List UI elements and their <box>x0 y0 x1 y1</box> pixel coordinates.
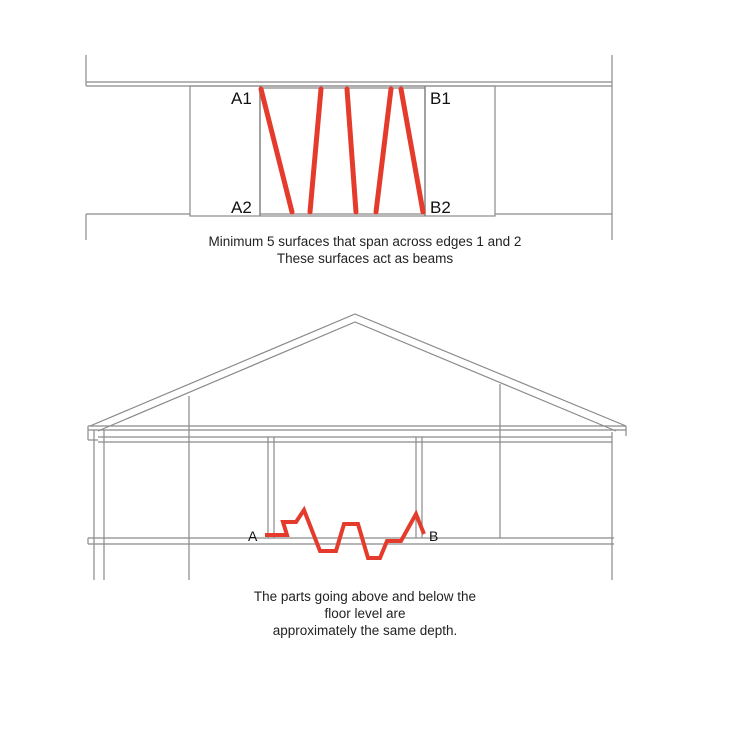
bottom-caption <box>0 588 730 639</box>
floor-level <box>88 538 614 544</box>
label-a2: A2 <box>231 198 252 217</box>
walls-and-posts <box>94 384 612 580</box>
label-a1: A1 <box>231 89 252 108</box>
roof-outline <box>88 314 626 440</box>
top-caption-line-2: These surfaces act as beams <box>276 251 454 266</box>
beam-surfaces <box>261 89 423 212</box>
top-caption <box>0 233 730 267</box>
label-b1: B1 <box>430 89 451 108</box>
zigzag-beam-path <box>265 510 424 558</box>
bottom-caption-line-1: The parts going above and below the <box>253 589 477 604</box>
bottom-caption-line-3: approximately the same depth. <box>272 623 458 638</box>
top-diagram <box>86 55 612 240</box>
beam-surface-2 <box>310 89 321 212</box>
bottom-diagram <box>88 314 626 580</box>
label-b: B <box>429 528 439 544</box>
top-caption-line-1: Minimum 5 surfaces that span across edges 1 and 2 <box>208 234 522 249</box>
beam-surface-1 <box>261 89 292 212</box>
label-a: A <box>248 528 258 544</box>
beam-surface-4 <box>376 89 391 212</box>
ceiling-joists <box>98 437 612 442</box>
beam-surface-3 <box>347 89 356 212</box>
bottom-caption-line-2: floor level are <box>324 606 406 621</box>
label-b2: B2 <box>430 198 451 217</box>
beam-surface-5 <box>401 89 423 212</box>
